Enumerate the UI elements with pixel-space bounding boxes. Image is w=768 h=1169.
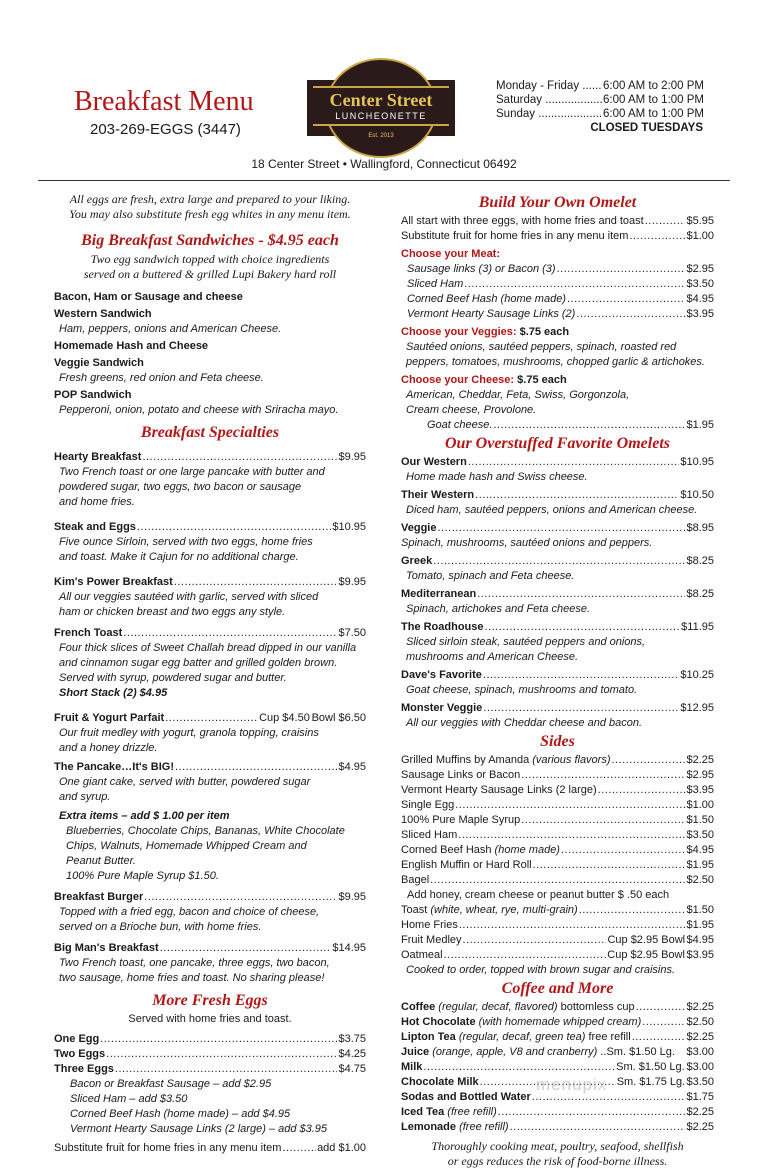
sandwich-name: Veggie Sandwich bbox=[54, 357, 144, 369]
drink-detail: bottomless cup bbox=[557, 1001, 635, 1013]
fresh-eggs-note: Served with home fries and toast. bbox=[128, 1013, 292, 1025]
item-price-cup: Cup $4.50 bbox=[259, 712, 310, 724]
drink-detail: ..Sm. $1.50 Lg. bbox=[597, 1046, 675, 1058]
item-name: Hearty Breakfast bbox=[54, 451, 142, 463]
omelet-desc: Sliced sirloin steak, sautéed peppers and onions, bbox=[406, 636, 646, 648]
side-price: $4.95 bbox=[686, 844, 714, 856]
item-price: $4.75 bbox=[338, 1063, 366, 1075]
section-title-fresh-eggs: More Fresh Eggs bbox=[152, 992, 268, 1009]
omelet-name: Monster Veggie bbox=[401, 702, 483, 714]
omelet-desc: Spinach, mushrooms, sautéed onions and peppers. bbox=[401, 537, 653, 549]
item-price: $9.95 bbox=[338, 891, 366, 903]
item-name: The Pancake…It's BIG! bbox=[54, 761, 174, 773]
sandwich-name: Western Sandwich bbox=[54, 308, 152, 320]
item-desc: and cinnamon sugar egg batter and grilled golden brown. bbox=[59, 657, 338, 669]
omelet-name: Veggie bbox=[401, 522, 437, 534]
omelet-price: $8.25 bbox=[686, 555, 714, 567]
side-price: $1.95 bbox=[686, 859, 714, 871]
intro-line: You may also substitute fresh egg whites in any menu item. bbox=[69, 207, 351, 221]
side-price-cup: Cup $2.95 Bowl bbox=[607, 934, 686, 946]
item-desc: powdered sugar, two eggs, two bacon or sausage bbox=[59, 481, 302, 493]
item-name: Fruit & Yogurt Parfait bbox=[54, 712, 165, 724]
section-title-specialties: Breakfast Specialties bbox=[140, 424, 280, 441]
hours-time: 6:00 AM to 1:00 PM bbox=[603, 94, 705, 106]
meat-price: $3.50 bbox=[686, 278, 714, 290]
extras-block bbox=[54, 809, 366, 884]
item-desc: Our fruit medley with yogurt, granola topping, craisins bbox=[59, 727, 319, 739]
omelet-price: $10.50 bbox=[680, 489, 714, 501]
drink-name: Chocolate Milk bbox=[401, 1076, 479, 1088]
veggie-desc: Sautéed onions, sautéed peppers, spinach, roasted red bbox=[406, 341, 677, 353]
omelet-price: $10.95 bbox=[680, 456, 714, 468]
omelet-desc: Spinach, artichokes and Feta cheese. bbox=[406, 603, 591, 615]
item-price: $7.50 bbox=[338, 627, 366, 639]
side-price: $1.95 bbox=[686, 919, 714, 931]
watermark: menupix bbox=[536, 1075, 608, 1094]
side-name: Corned Beef Hash bbox=[401, 844, 492, 856]
side-name: Sausage Links or Bacon bbox=[401, 769, 521, 781]
item-desc: Served with syrup, powdered sugar and butter. bbox=[59, 672, 287, 684]
drink-price: $3.00 bbox=[686, 1061, 714, 1073]
omelet-desc: Diced ham, sautéed peppers, onions and American cheese. bbox=[406, 504, 698, 516]
omelet-name: Their Western bbox=[401, 489, 475, 501]
sandwich-name: POP Sandwich bbox=[54, 389, 132, 401]
cheese-desc: American, Cheddar, Feta, Swiss, Gorgonzola, bbox=[406, 389, 630, 401]
intro-line: All eggs are fresh, extra large and prepared to your liking. bbox=[69, 192, 351, 206]
cheese-title: Choose your Cheese: bbox=[401, 374, 515, 386]
section-title-coffee: Coffee and More bbox=[501, 980, 614, 997]
item-desc: Four thick slices of Sweet Challah bread dipped in our vanilla bbox=[59, 642, 357, 654]
item-desc: All our veggies sautéed with garlic, served with sliced bbox=[59, 591, 319, 603]
menu-item bbox=[54, 520, 366, 565]
hours-time: 6:00 AM to 1:00 PM bbox=[603, 108, 705, 120]
menu-item bbox=[54, 575, 366, 620]
drink-note: (regular, decaf, flavored) bbox=[435, 1001, 558, 1013]
food-warning: Thoroughly cooking meat, poultry, seafood, shellfish bbox=[431, 1139, 684, 1153]
hours-days: Sunday .................... bbox=[496, 108, 603, 120]
omelet-base-price: $1.00 bbox=[686, 230, 714, 242]
omelet-price: $8.25 bbox=[686, 588, 714, 600]
item-desc: served on a Brioche bun, with home fries. bbox=[59, 921, 262, 933]
extras-line: Blueberries, Chocolate Chips, Bananas, White Chocolate bbox=[66, 825, 345, 837]
opening-hours bbox=[496, 79, 704, 135]
side-price: $3.50 bbox=[686, 829, 714, 841]
item-name: Two Eggs bbox=[54, 1048, 106, 1060]
side-name: Single Egg bbox=[401, 799, 455, 811]
drink-price: $3.00 bbox=[686, 1046, 714, 1058]
omelet-desc: Home made hash and Swiss cheese. bbox=[406, 471, 588, 483]
side-note: (white, wheat, rye, multi-grain) bbox=[427, 904, 578, 916]
side-price: $2.25 bbox=[686, 754, 714, 766]
sandwich-desc: Pepperoni, onion, potato and cheese with Sriracha mayo. bbox=[59, 404, 339, 416]
item-price: $4.25 bbox=[338, 1048, 366, 1060]
omelet-desc: Tomato, spinach and Feta cheese. bbox=[406, 570, 575, 582]
item-price: $4.95 bbox=[338, 761, 366, 773]
hours-time: 6:00 AM to 2:00 PM bbox=[603, 80, 705, 92]
goat-cheese-price: $1.95 bbox=[686, 419, 714, 431]
section-title-sides: Sides bbox=[540, 733, 575, 750]
side-price: $3.95 bbox=[686, 784, 714, 796]
logo bbox=[307, 58, 455, 158]
item-name: Breakfast Burger bbox=[54, 891, 144, 903]
side-note: (various flavors) bbox=[529, 754, 611, 766]
item-desc: and home fries. bbox=[59, 496, 135, 508]
bagel-note: Add honey, cream cheese or peanut butter $ .50 each bbox=[407, 889, 670, 901]
meat-name: Corned Beef Hash (home made) bbox=[407, 293, 566, 305]
drink-name: Lemonade bbox=[401, 1121, 457, 1133]
section-title-sandwiches: Big Breakfast Sandwiches - $4.95 each bbox=[81, 232, 339, 249]
menu-item bbox=[54, 626, 366, 701]
drink-note: (orange, apple, V8 and cranberry) bbox=[429, 1046, 598, 1058]
omelet-base-price: $5.95 bbox=[686, 215, 714, 227]
side-name: Grilled Muffins by Amanda bbox=[401, 754, 530, 766]
meat-name: Sausage links (3) or Bacon (3) bbox=[407, 263, 556, 275]
side-name: English Muffin or Hard Roll bbox=[401, 859, 532, 871]
item-desc: Topped with a fried egg, bacon and choice of cheese, bbox=[59, 906, 320, 918]
meat-price: $4.95 bbox=[686, 293, 714, 305]
omelet-desc: Goat cheese, spinach, mushrooms and tomato. bbox=[406, 684, 638, 696]
item-name: French Toast bbox=[54, 627, 123, 639]
right-column bbox=[401, 192, 714, 1169]
logo-est: Est. 2013 bbox=[368, 133, 394, 139]
sandwich-desc: Ham, peppers, onions and American Cheese. bbox=[59, 323, 282, 335]
veggie-desc: peppers, tomatoes, mushrooms, chopped garlic & artichokes. bbox=[406, 356, 705, 368]
item-price: $9.95 bbox=[338, 451, 366, 463]
omelet-base: All start with three eggs, with home fries and toast bbox=[401, 215, 644, 227]
side-name: Vermont Hearty Sausage Links (2 large) bbox=[401, 784, 597, 796]
omelet-price: $12.95 bbox=[680, 702, 714, 714]
extras-title: Extra items – add $ 1.00 per item bbox=[59, 810, 230, 822]
closed-notice: CLOSED TUESDAYS bbox=[590, 122, 703, 134]
omelet-name: Our Western bbox=[401, 456, 467, 468]
item-desc: ham or chicken breast and two eggs any style. bbox=[59, 606, 286, 618]
hours-days: Saturday .................. bbox=[496, 94, 603, 106]
cheese-price: $.75 each bbox=[514, 374, 567, 386]
side-note: (home made) bbox=[491, 844, 560, 856]
hours-days: Monday - Friday ...... bbox=[496, 80, 602, 92]
extras-line: Chips, Walnuts, Homemade Whipped Cream and bbox=[66, 840, 307, 852]
drink-price: $2.25 bbox=[686, 1031, 714, 1043]
addon-line: Corned Beef Hash (home made) – add $4.95 bbox=[70, 1108, 291, 1120]
menu-item bbox=[54, 711, 366, 756]
item-desc: One giant cake, served with butter, powdered sugar bbox=[59, 776, 311, 788]
item-name: Steak and Eggs bbox=[54, 521, 136, 533]
side-price: $1.50 bbox=[686, 904, 714, 916]
substitute-label: Substitute fruit for home fries in any menu item bbox=[54, 1142, 282, 1154]
drink-name: Milk bbox=[401, 1061, 423, 1073]
veggie-price: $.75 each bbox=[516, 326, 570, 338]
drink-note: (free refill) bbox=[456, 1121, 509, 1133]
oatmeal-note: Cooked to order, topped with brown sugar and craisins. bbox=[406, 964, 676, 976]
item-price: $3.75 bbox=[338, 1033, 366, 1045]
omelet-price: $10.25 bbox=[680, 669, 714, 681]
extras-line: 100% Pure Maple Syrup $1.50. bbox=[66, 870, 219, 882]
drink-size-price: Sm. $1.75 Lg. bbox=[616, 1076, 686, 1088]
logo-sub: LUNCHEONETTE bbox=[335, 111, 427, 121]
meat-name: Sliced Ham bbox=[407, 278, 464, 290]
drink-name: Sodas and Bottled Water bbox=[401, 1091, 531, 1103]
drink-name: Iced Tea bbox=[401, 1106, 445, 1118]
omelet-desc: mushrooms and American Cheese. bbox=[406, 651, 579, 663]
item-price: $14.95 bbox=[332, 942, 366, 954]
veggie-title: Choose your Veggies: bbox=[401, 326, 517, 338]
logo-name: Center Street bbox=[329, 90, 433, 110]
menu-item bbox=[54, 941, 366, 986]
drink-name: Juice bbox=[401, 1046, 430, 1058]
item-name: Three Eggs bbox=[54, 1063, 114, 1075]
omelet-desc: All our veggies with Cheddar cheese and bacon. bbox=[406, 717, 643, 729]
drink-price: $2.25 bbox=[686, 1106, 714, 1118]
side-name: Sliced Ham bbox=[401, 829, 458, 841]
drink-name: Lipton Tea bbox=[401, 1031, 456, 1043]
side-price-cup: Cup $2.95 Bowl bbox=[607, 949, 685, 961]
item-price: $9.95 bbox=[338, 576, 366, 588]
item-price: Bowl $6.50 bbox=[311, 712, 366, 724]
drink-price: $1.75 bbox=[686, 1091, 714, 1103]
menu-item bbox=[54, 450, 366, 510]
meat-title: Choose your Meat: bbox=[401, 248, 501, 260]
substitute-price: add $1.00 bbox=[317, 1142, 366, 1154]
item-desc: and syrup. bbox=[59, 791, 111, 803]
left-column bbox=[54, 192, 366, 1156]
item-desc: Two French toast or one large pancake with butter and bbox=[59, 466, 325, 478]
drink-note: (with homemade whipped cream) bbox=[475, 1016, 642, 1028]
side-price: $4.95 bbox=[686, 934, 714, 946]
side-price: $2.95 bbox=[686, 769, 714, 781]
omelet-name: Dave's Favorite bbox=[401, 669, 482, 681]
item-desc: Two French toast, one pancake, three eggs, two bacon, bbox=[59, 957, 330, 969]
address: 18 Center Street • Wallingford, Connecticut 06492 bbox=[251, 157, 517, 171]
drink-price: $2.25 bbox=[686, 1121, 714, 1133]
meat-name: Vermont Hearty Sausage Links (2) bbox=[407, 308, 576, 320]
drink-price: $3.50 bbox=[686, 1076, 714, 1088]
section-title-favorites: Our Overstuffed Favorite Omelets bbox=[444, 435, 670, 452]
drink-name: Coffee bbox=[401, 1001, 436, 1013]
item-name: Big Man's Breakfast bbox=[54, 942, 159, 954]
drink-note: (regular, decaf, green tea) bbox=[455, 1031, 586, 1043]
section-title-omelet: Build Your Own Omelet bbox=[478, 194, 637, 211]
goat-cheese: Goat cheese. bbox=[427, 419, 493, 431]
omelet-name: The Roadhouse bbox=[401, 621, 484, 633]
sandwich-desc: Fresh greens, red onion and Feta cheese. bbox=[59, 372, 264, 384]
omelet-name: Greek bbox=[401, 555, 433, 567]
sandwich-name: Bacon, Ham or Sausage and cheese bbox=[54, 291, 243, 303]
addon-line: Vermont Hearty Sausage Links (2 large) – add $3.95 bbox=[70, 1123, 328, 1135]
food-warning: or eggs reduces the risk of food-borne illness. bbox=[447, 1154, 668, 1168]
item-price: $10.95 bbox=[332, 521, 366, 533]
item-desc: and a honey drizzle. bbox=[59, 742, 158, 754]
omelet-name: Mediterranean bbox=[401, 588, 477, 600]
item-desc: two sausage, home fries and toast. No sharing please! bbox=[59, 972, 325, 984]
side-name: Bagel bbox=[401, 874, 430, 886]
drink-name: Hot Chocolate bbox=[401, 1016, 476, 1028]
item-name: One Egg bbox=[54, 1033, 100, 1045]
item-extra: Short Stack (2) $4.95 bbox=[59, 687, 168, 699]
divider bbox=[38, 180, 730, 181]
drink-size-price: Sm. $1.50 Lg. bbox=[616, 1061, 685, 1073]
side-price: $1.00 bbox=[686, 799, 714, 811]
sandwich-note: served on a buttered & grilled Lupi Bakery hard roll bbox=[83, 267, 337, 281]
meat-price: $2.95 bbox=[686, 263, 714, 275]
sandwich-name: Homemade Hash and Cheese bbox=[54, 340, 209, 352]
drink-price: $2.50 bbox=[686, 1016, 714, 1028]
page-title: Breakfast Menu bbox=[74, 86, 254, 117]
item-name: Kim's Power Breakfast bbox=[54, 576, 173, 588]
side-name: Toast bbox=[401, 904, 428, 916]
side-price: $1.50 bbox=[686, 814, 714, 826]
addon-line: Sliced Ham – add $3.50 bbox=[70, 1093, 188, 1105]
omelet-base: Substitute fruit for home fries in any menu item bbox=[401, 230, 629, 242]
side-name: Fruit Medley bbox=[401, 934, 462, 946]
item-desc: and toast. Make it Cajun for no additional charge. bbox=[59, 551, 299, 563]
side-price: $3.95 bbox=[686, 949, 714, 961]
drink-price: $2.25 bbox=[686, 1001, 714, 1013]
sandwich-note: Two egg sandwich topped with choice ingredients bbox=[90, 252, 330, 266]
phone-number: 203-269-EGGS (3447) bbox=[90, 121, 241, 138]
side-name: 100% Pure Maple Syrup bbox=[401, 814, 521, 826]
side-name: Oatmeal bbox=[401, 949, 443, 961]
drink-detail: free refill bbox=[585, 1031, 631, 1043]
omelet-price: $11.95 bbox=[681, 621, 714, 633]
omelet-price: $8.95 bbox=[686, 522, 714, 534]
extras-line: Peanut Butter. bbox=[66, 855, 136, 867]
meat-price: $3.95 bbox=[686, 308, 714, 320]
cheese-desc: Cream cheese, Provolone. bbox=[406, 404, 537, 416]
menu-item bbox=[54, 890, 366, 935]
menu-item bbox=[54, 760, 366, 805]
item-desc: Five ounce Sirloin, served with two eggs, home fries bbox=[59, 536, 313, 548]
side-price: $2.50 bbox=[686, 874, 714, 886]
drink-note: (free refill) bbox=[444, 1106, 497, 1118]
addon-line: Bacon or Breakfast Sausage – add $2.95 bbox=[70, 1078, 272, 1090]
side-name: Home Fries bbox=[401, 919, 458, 931]
